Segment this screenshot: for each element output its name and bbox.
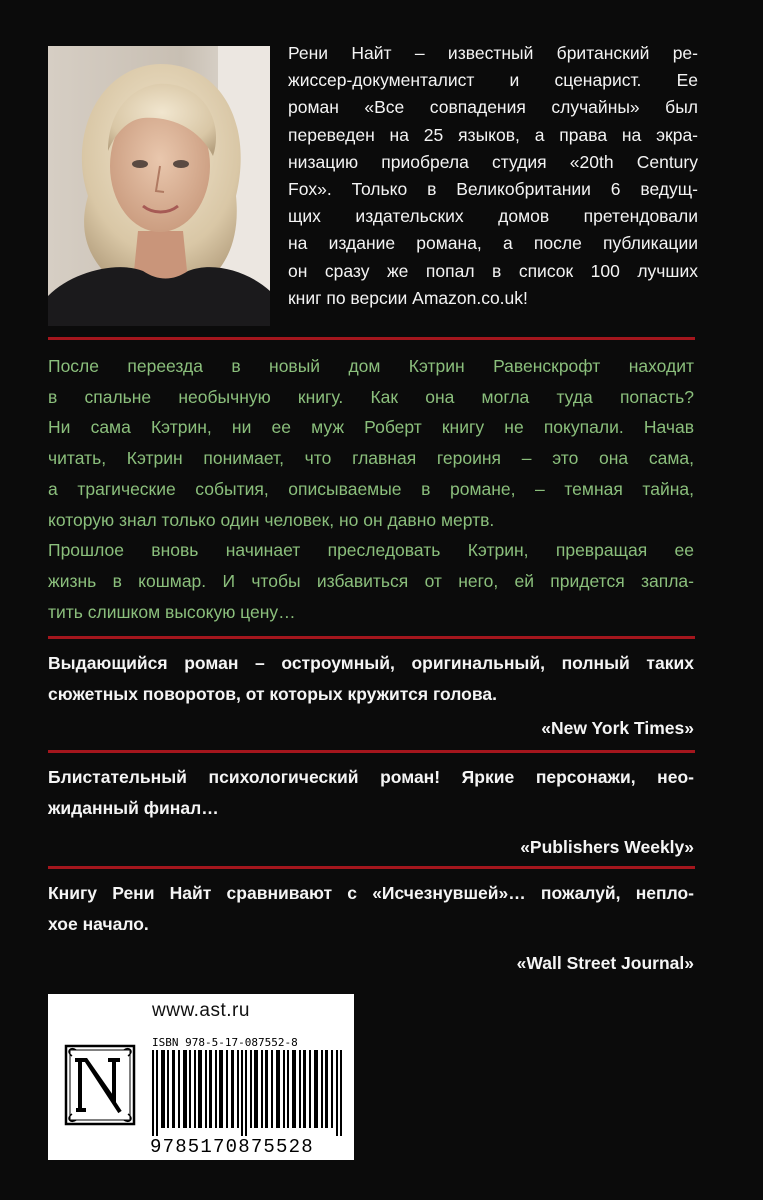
quote-source: «Wall Street Journal» (516, 953, 694, 973)
divider-rule (48, 636, 695, 639)
bio-line: на издание романа, а после публикации (288, 233, 698, 254)
synopsis-line: тить слишком высокую цену… (48, 601, 296, 622)
bio-line: роман «Все совпадения случайны» был (288, 97, 698, 118)
quote-source: «Publishers Weekly» (520, 837, 694, 857)
bio-line: он сразу же попал в список 100 лучших (288, 260, 698, 281)
author-portrait-icon (48, 46, 270, 326)
author-bio (288, 40, 698, 312)
bio-line: низацию приобрела студия «20th Century (288, 151, 698, 172)
bio-line: переведен на 25 языков, а права на экра- (288, 124, 698, 145)
synopsis-line: а трагические события, описываемые в романе, – темная тайна, (48, 478, 694, 499)
quote-source: «New York Times» (541, 718, 694, 738)
isbn-label: ISBN 978-5-17-087552-8 (152, 1036, 298, 1049)
barcode-digits: 9785170875528 (150, 1136, 314, 1158)
synopsis-line: в спальне необычную книгу. Как она могла туда попасть? (48, 386, 694, 407)
synopsis-line: Ни сама Кэтрин, ни ее муж Роберт книгу не покупали. Начав (48, 417, 694, 438)
publisher-website: www.ast.ru (152, 1000, 250, 1021)
synopsis-line: читать, Кэтрин понимает, что главная героиня – это она сама, (48, 448, 694, 469)
barcode-panel (48, 994, 354, 1160)
quote-line: сюжетных поворотов, от которых кружится голова. (48, 684, 497, 704)
synopsis-line: жизнь в кошмар. И чтобы избавиться от него, ей придется запла- (48, 570, 694, 591)
quote-line: Выдающийся роман – остроумный, оригинальный, полный таких (48, 653, 694, 673)
divider-rule (48, 337, 695, 340)
quote-line: Книгу Рени Найт сравнивают с «Исчезнувшей»… пожалуй, непло- (48, 883, 694, 903)
quote-line: Блистательный психологический роман! Яркие персонажи, нео- (48, 767, 694, 787)
barcode-bars-icon (152, 1050, 344, 1136)
book-synopsis (48, 351, 694, 627)
review-quote (48, 878, 694, 979)
review-quote (48, 648, 694, 744)
synopsis-line: которую знал только один человек, но он давно мертв. (48, 509, 495, 530)
quote-line: хое начало. (48, 914, 149, 934)
author-photo (48, 46, 270, 326)
bio-line: щих издательских домов претендовали (288, 206, 698, 227)
bio-line: жиссер-документалист и сценарист. Ее (288, 70, 698, 91)
synopsis-line: Прошлое вновь начинает преследовать Кэтрин, превращая ее (48, 540, 694, 561)
review-quote (48, 762, 694, 863)
divider-rule (48, 866, 695, 869)
publisher-n-logo-icon (62, 1042, 138, 1128)
bio-line: Fox». Только в Великобритании 6 ведущ- (288, 179, 698, 200)
divider-rule (48, 750, 695, 753)
bio-line: книг по версии Amazon.co.uk! (288, 287, 528, 308)
synopsis-line: После переезда в новый дом Кэтрин Равенскрофт находит (48, 356, 694, 376)
quote-line: жиданный финал… (48, 798, 219, 818)
bio-line: Рени Найт – известный британский ре- (288, 43, 698, 63)
